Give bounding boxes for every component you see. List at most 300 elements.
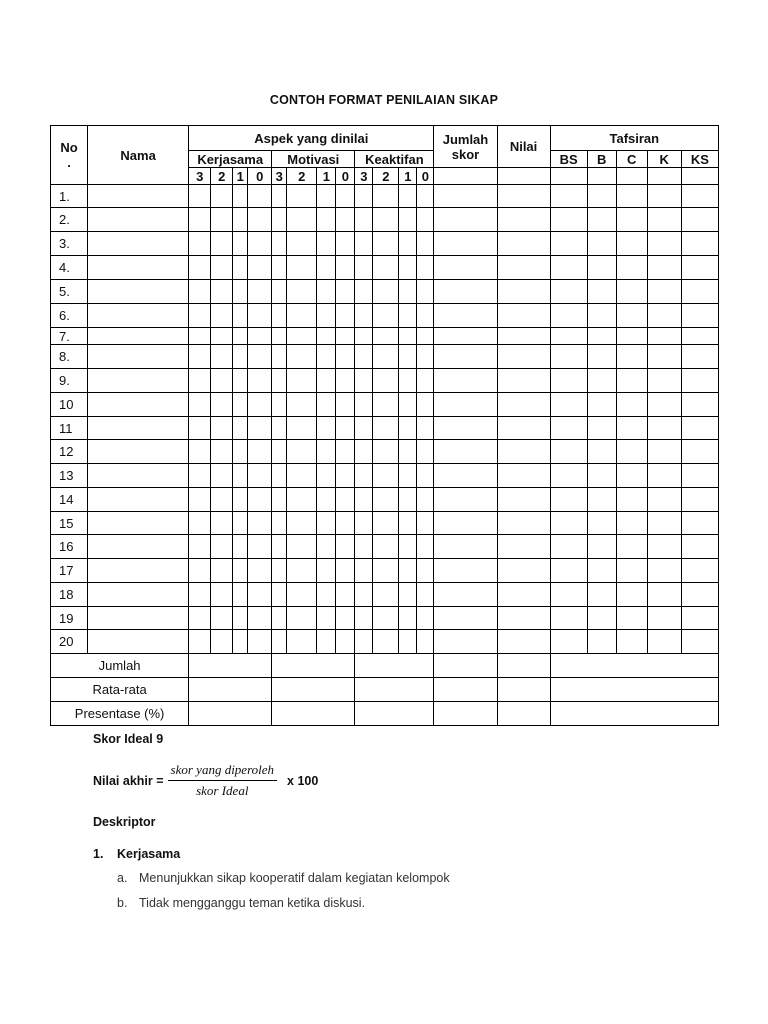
- score-cell[interactable]: [317, 256, 336, 280]
- score-cell[interactable]: [497, 559, 550, 583]
- score-cell[interactable]: [616, 630, 647, 654]
- nama-cell[interactable]: [88, 488, 189, 512]
- score-cell[interactable]: [248, 583, 272, 607]
- score-cell[interactable]: [587, 607, 616, 630]
- score-cell[interactable]: [373, 630, 399, 654]
- score-cell[interactable]: [373, 512, 399, 535]
- nama-cell[interactable]: [88, 535, 189, 559]
- score-cell[interactable]: [248, 369, 272, 393]
- score-cell[interactable]: [434, 417, 497, 440]
- score-cell[interactable]: [434, 583, 497, 607]
- nama-cell[interactable]: [88, 512, 189, 535]
- score-cell[interactable]: [373, 232, 399, 256]
- nama-cell[interactable]: [88, 280, 189, 304]
- score-cell[interactable]: [681, 345, 718, 369]
- score-cell[interactable]: [616, 369, 647, 393]
- score-cell[interactable]: [233, 512, 248, 535]
- score-cell[interactable]: [647, 369, 681, 393]
- score-cell[interactable]: [399, 256, 417, 280]
- score-cell[interactable]: [587, 559, 616, 583]
- score-cell[interactable]: [189, 185, 211, 208]
- score-cell[interactable]: [434, 607, 497, 630]
- score-cell[interactable]: [497, 607, 550, 630]
- score-cell[interactable]: [248, 345, 272, 369]
- score-cell[interactable]: [189, 328, 211, 345]
- score-cell[interactable]: [317, 464, 336, 488]
- score-cell[interactable]: [647, 393, 681, 417]
- score-cell[interactable]: [317, 185, 336, 208]
- score-cell[interactable]: [497, 583, 550, 607]
- score-cell[interactable]: [233, 185, 248, 208]
- score-cell[interactable]: [287, 559, 317, 583]
- summary-cell[interactable]: [550, 654, 718, 678]
- score-cell[interactable]: [248, 280, 272, 304]
- score-cell[interactable]: [587, 630, 616, 654]
- score-cell[interactable]: [287, 232, 317, 256]
- score-cell[interactable]: [681, 232, 718, 256]
- nama-cell[interactable]: [88, 208, 189, 232]
- score-cell[interactable]: [681, 535, 718, 559]
- score-cell[interactable]: [434, 369, 497, 393]
- score-cell[interactable]: [248, 630, 272, 654]
- score-cell[interactable]: [587, 393, 616, 417]
- score-cell[interactable]: [373, 304, 399, 328]
- score-cell[interactable]: [681, 256, 718, 280]
- score-cell[interactable]: [272, 280, 287, 304]
- score-cell[interactable]: [287, 393, 317, 417]
- score-cell[interactable]: [317, 535, 336, 559]
- score-cell[interactable]: [317, 488, 336, 512]
- nama-cell[interactable]: [88, 464, 189, 488]
- score-cell[interactable]: [497, 440, 550, 464]
- score-cell[interactable]: [336, 232, 355, 256]
- score-cell[interactable]: [417, 393, 434, 417]
- score-cell[interactable]: [399, 393, 417, 417]
- score-cell[interactable]: [211, 328, 233, 345]
- score-cell[interactable]: [317, 559, 336, 583]
- score-cell[interactable]: [399, 559, 417, 583]
- score-cell[interactable]: [616, 345, 647, 369]
- score-cell[interactable]: [434, 232, 497, 256]
- score-cell[interactable]: [587, 488, 616, 512]
- score-cell[interactable]: [417, 440, 434, 464]
- score-cell[interactable]: [336, 369, 355, 393]
- score-cell[interactable]: [417, 559, 434, 583]
- score-cell[interactable]: [248, 232, 272, 256]
- score-cell[interactable]: [550, 304, 587, 328]
- score-cell[interactable]: [417, 208, 434, 232]
- score-cell[interactable]: [189, 607, 211, 630]
- summary-cell[interactable]: [189, 654, 272, 678]
- score-cell[interactable]: [587, 232, 616, 256]
- score-cell[interactable]: [647, 630, 681, 654]
- score-cell[interactable]: [272, 559, 287, 583]
- score-cell[interactable]: [550, 208, 587, 232]
- nama-cell[interactable]: [88, 369, 189, 393]
- summary-cell[interactable]: [497, 678, 550, 702]
- score-cell[interactable]: [681, 304, 718, 328]
- summary-cell[interactable]: [272, 654, 355, 678]
- score-cell[interactable]: [550, 280, 587, 304]
- score-cell[interactable]: [233, 607, 248, 630]
- score-cell[interactable]: [434, 208, 497, 232]
- score-cell[interactable]: [497, 488, 550, 512]
- score-cell[interactable]: [399, 304, 417, 328]
- score-cell[interactable]: [616, 417, 647, 440]
- score-cell[interactable]: [355, 256, 373, 280]
- score-cell[interactable]: [616, 232, 647, 256]
- summary-cell[interactable]: [550, 678, 718, 702]
- score-cell[interactable]: [550, 630, 587, 654]
- score-cell[interactable]: [587, 185, 616, 208]
- score-cell[interactable]: [417, 304, 434, 328]
- score-cell[interactable]: [647, 345, 681, 369]
- score-cell[interactable]: [681, 328, 718, 345]
- score-cell[interactable]: [189, 369, 211, 393]
- score-cell[interactable]: [399, 232, 417, 256]
- score-cell[interactable]: [248, 464, 272, 488]
- score-cell[interactable]: [550, 369, 587, 393]
- score-cell[interactable]: [497, 232, 550, 256]
- score-cell[interactable]: [233, 535, 248, 559]
- score-cell[interactable]: [317, 280, 336, 304]
- score-cell[interactable]: [399, 607, 417, 630]
- score-cell[interactable]: [373, 559, 399, 583]
- score-cell[interactable]: [550, 512, 587, 535]
- score-cell[interactable]: [287, 328, 317, 345]
- nama-cell[interactable]: [88, 393, 189, 417]
- score-cell[interactable]: [317, 345, 336, 369]
- score-cell[interactable]: [550, 328, 587, 345]
- score-cell[interactable]: [647, 280, 681, 304]
- score-cell[interactable]: [189, 535, 211, 559]
- score-cell[interactable]: [550, 535, 587, 559]
- score-cell[interactable]: [399, 185, 417, 208]
- score-cell[interactable]: [681, 440, 718, 464]
- score-cell[interactable]: [317, 393, 336, 417]
- score-cell[interactable]: [647, 607, 681, 630]
- score-cell[interactable]: [272, 256, 287, 280]
- score-cell[interactable]: [550, 488, 587, 512]
- score-cell[interactable]: [248, 512, 272, 535]
- score-cell[interactable]: [355, 512, 373, 535]
- score-cell[interactable]: [317, 208, 336, 232]
- score-cell[interactable]: [399, 369, 417, 393]
- score-cell[interactable]: [399, 345, 417, 369]
- score-cell[interactable]: [373, 607, 399, 630]
- score-cell[interactable]: [211, 417, 233, 440]
- summary-cell[interactable]: [434, 654, 497, 678]
- score-cell[interactable]: [434, 256, 497, 280]
- score-cell[interactable]: [211, 280, 233, 304]
- score-cell[interactable]: [417, 464, 434, 488]
- score-cell[interactable]: [355, 464, 373, 488]
- score-cell[interactable]: [336, 393, 355, 417]
- score-cell[interactable]: [233, 559, 248, 583]
- score-cell[interactable]: [189, 488, 211, 512]
- score-cell[interactable]: [399, 417, 417, 440]
- score-cell[interactable]: [373, 328, 399, 345]
- nama-cell[interactable]: [88, 256, 189, 280]
- score-cell[interactable]: [681, 607, 718, 630]
- score-cell[interactable]: [233, 583, 248, 607]
- score-cell[interactable]: [317, 440, 336, 464]
- score-cell[interactable]: [616, 328, 647, 345]
- score-cell[interactable]: [373, 535, 399, 559]
- score-cell[interactable]: [647, 559, 681, 583]
- score-cell[interactable]: [550, 345, 587, 369]
- score-cell[interactable]: [647, 208, 681, 232]
- score-cell[interactable]: [550, 417, 587, 440]
- score-cell[interactable]: [287, 512, 317, 535]
- score-cell[interactable]: [399, 280, 417, 304]
- score-cell[interactable]: [317, 583, 336, 607]
- score-cell[interactable]: [681, 630, 718, 654]
- score-cell[interactable]: [550, 583, 587, 607]
- score-cell[interactable]: [587, 280, 616, 304]
- score-cell[interactable]: [587, 583, 616, 607]
- score-cell[interactable]: [272, 304, 287, 328]
- score-cell[interactable]: [272, 583, 287, 607]
- summary-cell[interactable]: [189, 678, 272, 702]
- score-cell[interactable]: [434, 464, 497, 488]
- score-cell[interactable]: [287, 488, 317, 512]
- score-cell[interactable]: [336, 559, 355, 583]
- score-cell[interactable]: [616, 512, 647, 535]
- score-cell[interactable]: [233, 417, 248, 440]
- score-cell[interactable]: [587, 256, 616, 280]
- score-cell[interactable]: [211, 512, 233, 535]
- score-cell[interactable]: [211, 440, 233, 464]
- score-cell[interactable]: [189, 440, 211, 464]
- score-cell[interactable]: [681, 512, 718, 535]
- score-cell[interactable]: [336, 417, 355, 440]
- score-cell[interactable]: [647, 488, 681, 512]
- score-cell[interactable]: [211, 185, 233, 208]
- score-cell[interactable]: [189, 280, 211, 304]
- score-cell[interactable]: [211, 583, 233, 607]
- score-cell[interactable]: [336, 630, 355, 654]
- score-cell[interactable]: [417, 280, 434, 304]
- summary-cell[interactable]: [355, 678, 434, 702]
- score-cell[interactable]: [355, 630, 373, 654]
- nama-cell[interactable]: [88, 440, 189, 464]
- score-cell[interactable]: [373, 488, 399, 512]
- summary-cell[interactable]: [550, 702, 718, 726]
- score-cell[interactable]: [497, 535, 550, 559]
- score-cell[interactable]: [233, 232, 248, 256]
- score-cell[interactable]: [336, 583, 355, 607]
- score-cell[interactable]: [189, 559, 211, 583]
- score-cell[interactable]: [587, 440, 616, 464]
- score-cell[interactable]: [317, 369, 336, 393]
- score-cell[interactable]: [189, 345, 211, 369]
- score-cell[interactable]: [550, 464, 587, 488]
- score-cell[interactable]: [647, 512, 681, 535]
- score-cell[interactable]: [399, 208, 417, 232]
- score-cell[interactable]: [355, 280, 373, 304]
- score-cell[interactable]: [211, 535, 233, 559]
- score-cell[interactable]: [497, 256, 550, 280]
- score-cell[interactable]: [647, 464, 681, 488]
- nama-cell[interactable]: [88, 630, 189, 654]
- score-cell[interactable]: [211, 607, 233, 630]
- score-cell[interactable]: [417, 583, 434, 607]
- score-cell[interactable]: [497, 393, 550, 417]
- score-cell[interactable]: [233, 464, 248, 488]
- score-cell[interactable]: [317, 328, 336, 345]
- score-cell[interactable]: [399, 464, 417, 488]
- score-cell[interactable]: [272, 630, 287, 654]
- score-cell[interactable]: [417, 232, 434, 256]
- score-cell[interactable]: [399, 583, 417, 607]
- score-cell[interactable]: [336, 185, 355, 208]
- score-cell[interactable]: [417, 256, 434, 280]
- score-cell[interactable]: [647, 232, 681, 256]
- score-cell[interactable]: [616, 607, 647, 630]
- score-cell[interactable]: [417, 512, 434, 535]
- score-cell[interactable]: [647, 304, 681, 328]
- score-cell[interactable]: [189, 393, 211, 417]
- score-cell[interactable]: [336, 512, 355, 535]
- score-cell[interactable]: [233, 345, 248, 369]
- score-cell[interactable]: [434, 328, 497, 345]
- score-cell[interactable]: [434, 280, 497, 304]
- score-cell[interactable]: [497, 417, 550, 440]
- score-cell[interactable]: [681, 208, 718, 232]
- score-cell[interactable]: [616, 208, 647, 232]
- score-cell[interactable]: [434, 440, 497, 464]
- summary-cell[interactable]: [497, 654, 550, 678]
- score-cell[interactable]: [497, 328, 550, 345]
- score-cell[interactable]: [211, 369, 233, 393]
- score-cell[interactable]: [355, 304, 373, 328]
- summary-cell[interactable]: [355, 702, 434, 726]
- score-cell[interactable]: [272, 208, 287, 232]
- score-cell[interactable]: [373, 345, 399, 369]
- score-cell[interactable]: [287, 208, 317, 232]
- score-cell[interactable]: [587, 304, 616, 328]
- summary-cell[interactable]: [272, 678, 355, 702]
- score-cell[interactable]: [248, 185, 272, 208]
- score-cell[interactable]: [336, 464, 355, 488]
- score-cell[interactable]: [272, 417, 287, 440]
- score-cell[interactable]: [399, 512, 417, 535]
- score-cell[interactable]: [211, 232, 233, 256]
- score-cell[interactable]: [373, 185, 399, 208]
- score-cell[interactable]: [287, 304, 317, 328]
- score-cell[interactable]: [399, 630, 417, 654]
- score-cell[interactable]: [272, 185, 287, 208]
- score-cell[interactable]: [373, 208, 399, 232]
- score-cell[interactable]: [417, 535, 434, 559]
- nama-cell[interactable]: [88, 328, 189, 345]
- score-cell[interactable]: [211, 630, 233, 654]
- score-cell[interactable]: [681, 369, 718, 393]
- score-cell[interactable]: [272, 328, 287, 345]
- score-cell[interactable]: [434, 393, 497, 417]
- score-cell[interactable]: [550, 393, 587, 417]
- score-cell[interactable]: [233, 630, 248, 654]
- score-cell[interactable]: [272, 535, 287, 559]
- score-cell[interactable]: [417, 607, 434, 630]
- score-cell[interactable]: [272, 488, 287, 512]
- score-cell[interactable]: [497, 185, 550, 208]
- score-cell[interactable]: [233, 440, 248, 464]
- score-cell[interactable]: [189, 232, 211, 256]
- score-cell[interactable]: [417, 417, 434, 440]
- score-cell[interactable]: [587, 369, 616, 393]
- score-cell[interactable]: [681, 464, 718, 488]
- score-cell[interactable]: [355, 535, 373, 559]
- score-cell[interactable]: [681, 583, 718, 607]
- score-cell[interactable]: [587, 345, 616, 369]
- score-cell[interactable]: [272, 607, 287, 630]
- score-cell[interactable]: [647, 417, 681, 440]
- score-cell[interactable]: [336, 208, 355, 232]
- score-cell[interactable]: [317, 607, 336, 630]
- score-cell[interactable]: [399, 328, 417, 345]
- score-cell[interactable]: [287, 464, 317, 488]
- score-cell[interactable]: [248, 440, 272, 464]
- score-cell[interactable]: [434, 488, 497, 512]
- score-cell[interactable]: [616, 256, 647, 280]
- score-cell[interactable]: [616, 280, 647, 304]
- score-cell[interactable]: [287, 535, 317, 559]
- score-cell[interactable]: [336, 440, 355, 464]
- score-cell[interactable]: [248, 417, 272, 440]
- score-cell[interactable]: [233, 328, 248, 345]
- score-cell[interactable]: [417, 328, 434, 345]
- score-cell[interactable]: [497, 369, 550, 393]
- score-cell[interactable]: [587, 512, 616, 535]
- score-cell[interactable]: [373, 280, 399, 304]
- summary-cell[interactable]: [272, 702, 355, 726]
- score-cell[interactable]: [681, 393, 718, 417]
- score-cell[interactable]: [189, 256, 211, 280]
- score-cell[interactable]: [336, 328, 355, 345]
- score-cell[interactable]: [497, 208, 550, 232]
- score-cell[interactable]: [587, 417, 616, 440]
- score-cell[interactable]: [647, 440, 681, 464]
- score-cell[interactable]: [355, 369, 373, 393]
- summary-cell[interactable]: [434, 702, 497, 726]
- score-cell[interactable]: [272, 369, 287, 393]
- score-cell[interactable]: [373, 583, 399, 607]
- score-cell[interactable]: [248, 535, 272, 559]
- score-cell[interactable]: [681, 185, 718, 208]
- score-cell[interactable]: [317, 512, 336, 535]
- score-cell[interactable]: [373, 369, 399, 393]
- score-cell[interactable]: [681, 559, 718, 583]
- summary-cell[interactable]: [434, 678, 497, 702]
- score-cell[interactable]: [587, 208, 616, 232]
- score-cell[interactable]: [417, 369, 434, 393]
- score-cell[interactable]: [373, 393, 399, 417]
- score-cell[interactable]: [497, 304, 550, 328]
- score-cell[interactable]: [189, 583, 211, 607]
- score-cell[interactable]: [355, 185, 373, 208]
- nama-cell[interactable]: [88, 417, 189, 440]
- nama-cell[interactable]: [88, 583, 189, 607]
- score-cell[interactable]: [647, 328, 681, 345]
- score-cell[interactable]: [497, 345, 550, 369]
- score-cell[interactable]: [248, 607, 272, 630]
- score-cell[interactable]: [616, 185, 647, 208]
- score-cell[interactable]: [287, 185, 317, 208]
- score-cell[interactable]: [434, 304, 497, 328]
- score-cell[interactable]: [211, 393, 233, 417]
